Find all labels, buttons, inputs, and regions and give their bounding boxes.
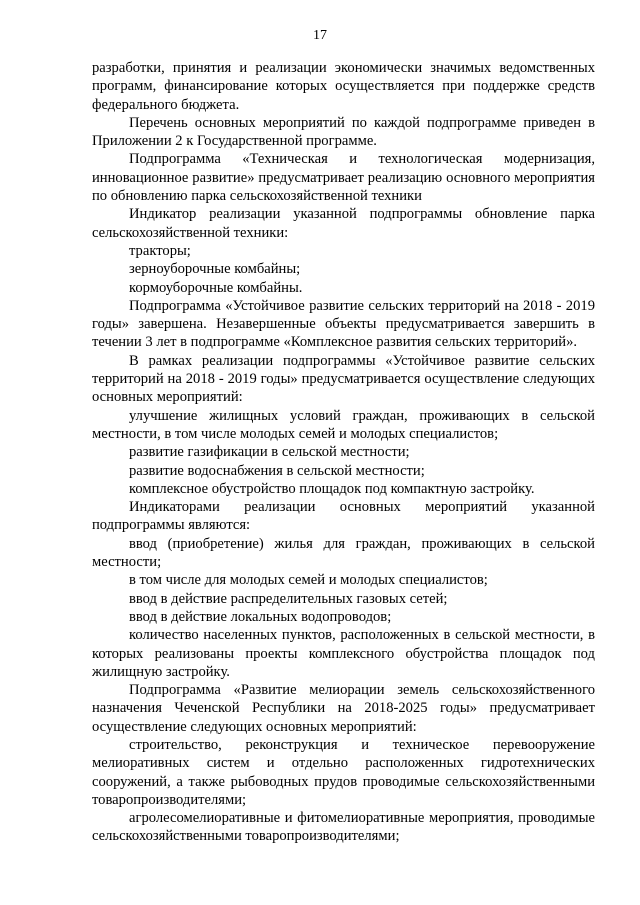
list-item: ввод (приобретение) жилья для граждан, проживающих в сельской местности; xyxy=(92,535,595,571)
page-number: 17 xyxy=(313,28,327,43)
paragraph: Подпрограмма «Устойчивое развитие сельских территорий на 2018 - 2019 годы» завершена. Незавершенные объекты предусматривается завершить в течении 3 лет в подпрограмме «Комплексное развития сельских территорий». xyxy=(92,297,595,351)
list-item: тракторы; xyxy=(129,242,191,259)
list-item: ввод в действие распределительных газовых сетей; xyxy=(129,590,448,607)
paragraph: разработки, принятия и реализации экономически значимых ведомственных программ, финансирование которых осуществляется при поддержке средств федерального бюджета. xyxy=(92,60,595,113)
list-item: развитие газификации в сельской местности; xyxy=(129,444,410,461)
list-item: кормоуборочные комбайны. xyxy=(129,279,303,296)
document-body xyxy=(92,59,595,846)
list-item: развитие водоснабжения в сельской местности; xyxy=(129,462,425,479)
paragraph: Перечень основных мероприятий по каждой подпрограмме приведен в Приложении 2 к Государственной программе. xyxy=(92,114,595,150)
list-item: количество населенных пунктов, расположенных в сельской местности, в которых реализованы проекты комплексного обустройства площадок под жилищную застройку. xyxy=(92,627,595,680)
list-item: зерноуборочные комбайны; xyxy=(129,261,301,278)
list-item: агролесомелиоративные и фитомелиоративные мероприятия, проводимые сельскохозяйственными товаропроизводителями; xyxy=(92,810,595,845)
list-item: строительство, реконструкция и техническое перевооружение мелиоративных систем и отдельно расположенных гидротехнических сооружений, а также рыбоводных прудов проводимые сельскохозяйственными товаропроизводителями; xyxy=(92,736,595,808)
list-item: улучшение жилищных условий граждан, проживающих в сельской местности, в том числе молодых семей и молодых специалистов; xyxy=(92,407,595,442)
paragraph: В рамках реализации подпрограммы «Устойчивое развитие сельских территорий на 2018 - 2019 годы» предусматривается осуществление следующих основных мероприятий: xyxy=(92,352,595,406)
list-item: в том числе для молодых семей и молодых специалистов; xyxy=(129,572,488,589)
paragraph: Индикаторами реализации основных мероприятий указанной подпрограммы являются: xyxy=(92,499,595,534)
list-item: ввод в действие локальных водопроводов; xyxy=(129,608,392,625)
paragraph: Подпрограмма «Техническая и технологическая модернизация, инновационное развитие» предусматривает реализацию основного мероприятия по обновлению парка сельскохозяйственной техники xyxy=(92,151,595,205)
list-item: комплексное обустройство площадок под компактную застройку. xyxy=(129,480,535,497)
paragraph: Индикатор реализации указанной подпрограммы обновление парка сельскохозяйственной техники: xyxy=(92,206,595,241)
paragraph: Подпрограмма «Развитие мелиорации земель сельскохозяйственного назначения Чеченской Республики на 2018-2025 годы» предусматривает осуществление следующих основных мероприятий: xyxy=(92,682,595,735)
